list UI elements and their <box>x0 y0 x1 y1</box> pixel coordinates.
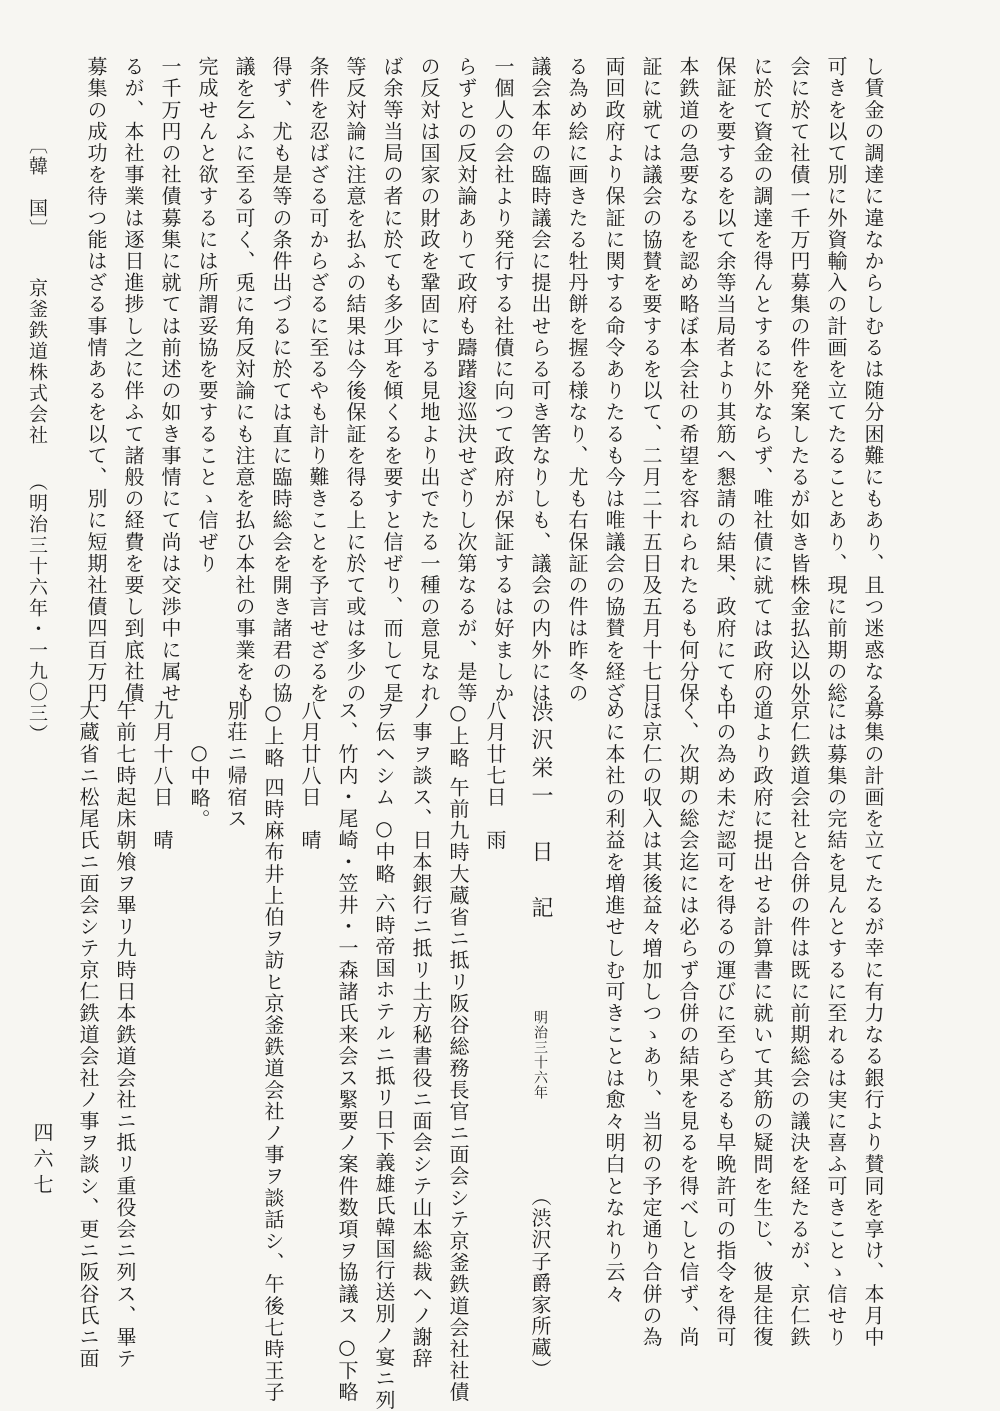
diary-source: （渋沢子爵家所蔵） <box>528 1185 552 1381</box>
upper-line: 本鉄道の急要なるを認め略ぼ本会社の希望を容れられたるも何分保 <box>676 56 700 704</box>
upper-line: 会に於て社債一千万円募集の件を発案したるが如き皆株金払込以外 <box>787 56 811 704</box>
upper-line: の反対は国家の財政を鞏固にする見地より出でたる一種の意見なれ <box>417 56 441 704</box>
diary-year: 明治三十六年 <box>532 1009 548 1100</box>
diary-entry-line: 八月廿七日 雨 <box>483 700 507 852</box>
upper-line: 議を乞ふに至る可く、兎に角反対論にも注意を払ひ本社の事業をも <box>232 56 256 704</box>
upper-line: るが、本社事業は逐日進捗し之に伴ふて諸般の経費を要し到底社債 <box>121 56 145 704</box>
upper-line: 保証を要するを以て余等当局者より其筋へ懇請の結果、政府にても <box>713 56 737 704</box>
upper-line: 等反対論に注意を払ふの結果は今後保証を得る上に於て或は多少の <box>343 56 367 704</box>
diary-entry-line: ○上略 午前九時大蔵省ニ抵リ阪谷総務長官ニ面会シテ京釜鉄道会社社債 <box>446 700 470 1404</box>
upper-line: 条件を忍ばざる可からざるに至るやも計り難きことを予言せざるを <box>306 56 330 704</box>
diary-entry-line: ノ事ヲ談ス、日本銀行ニ抵リ土方秘書役ニ面会シテ山本総裁ヘノ謝辞 <box>409 700 433 1370</box>
upper-line: 得ず、尤も是等の条件出づるに於ては直に臨時総会を開き諸君の協 <box>269 56 293 704</box>
lower-line: には募集の完結を見んとするに至れるは実に喜ふ可きことゝ信せり <box>824 700 848 1348</box>
diary-entry-line: ○上略 四時麻布井上伯ヲ訪ヒ京釜鉄道会社ノ事ヲ談話シ、午後七時王子 <box>261 700 285 1404</box>
lower-line: 道より政府に提出せる計算書に就いて其筋の疑問を生じ、彼是往復 <box>750 700 774 1348</box>
diary-entry-line: ヲ伝ヘシム ○中略 六時帝国ホテルニ抵リ日下義雄氏韓国行送別ノ宴ニ列 <box>372 700 396 1411</box>
lower-line: 中の為め未だ認可を得るの運びに至らざるも早晩許可の指令を得可 <box>713 700 737 1348</box>
margin-era: （明治三十六年・一九〇三） <box>26 472 48 746</box>
upper-line: 可きを以て別に外資輸入の計画を立てたることあり、現に前期の総 <box>824 56 848 704</box>
upper-line: 一千万円の社債募集に就ては前述の如き事情にて尚は交渉中に属せ <box>158 56 182 704</box>
margin-category: 〔韓 国〕 <box>26 135 48 240</box>
lower-line: く、次期の総会迄には必らず合併の結果を見るを得べしと信ず、尚 <box>676 700 700 1348</box>
upper-line: 一個人の会社より発行する社債に向つて政府が保証するは好ましか <box>491 56 515 704</box>
lower-line: 京仁鉄道会社と合併の件は既に前期総会の議決を経たるが、京仁鉄 <box>787 700 811 1348</box>
diary-entry-line: 八月廿八日 晴 <box>298 700 322 852</box>
lower-line: 募集の計画を立てたるが幸に有力なる銀行より賛同を享け、本月中 <box>861 700 885 1348</box>
upper-line: 募集の成功を待つ能はざる事情あるを以て、別に短期社債四百万円 <box>84 56 108 704</box>
upper-line: ば余等当局の者に於ても多少耳を傾くるを要すと信ぜり、而して是 <box>380 56 404 704</box>
diary-heading <box>527 700 553 1380</box>
margin-company: 京釜鉄道株式会社 <box>26 278 48 447</box>
upper-line: 証に就ては議会の協賛を要するを以て、二月二十五日及五月十七日 <box>639 56 663 704</box>
diary-entry-line: ス、竹内・尾崎・笠井・一森諸氏来会ス緊要ノ案件数項ヲ協議ス ○下略 <box>335 700 359 1404</box>
diary-entry-line: 大蔵省ニ松尾氏ニ面会シテ京仁鉄道会社ノ事ヲ談シ、更ニ阪谷氏ニ面 <box>76 700 100 1370</box>
upper-line: 両回政府より保証に関する命令ありたるも今は唯議会の協賛を経ざ <box>602 56 626 704</box>
page-margin-header <box>24 135 51 745</box>
upper-line: る為め絵に画きたる牡丹餅を握る様なり、尤も右保証の件は昨冬の <box>565 56 589 704</box>
page-number: 四六七 <box>30 1122 54 1200</box>
upper-line: らずとの反対論ありて政府も躊躇逡巡決せざりし次第なるが、是等 <box>454 56 478 704</box>
lower-line: ほ京仁の収入は其後益々増加しつゝあり、当初の予定通り合併の為 <box>639 700 663 1348</box>
upper-line: に於て資金の調達を得んとするに外ならず、唯社債に就ては政府の <box>750 56 774 704</box>
diary-entry-line: ○中略。 <box>187 740 211 831</box>
upper-line: 完成せんと欲するには所謂妥協を要することゝ信ぜり <box>195 56 219 575</box>
lower-line: めに本社の利益を増進せしむ可きことは愈々明白となれり云々 <box>602 700 626 1305</box>
diary-entry-line: 九月十八日 晴 <box>150 700 174 852</box>
upper-line: 議会本年の臨時議会に提出せらる可き筈なりしも、議会の内外には <box>528 56 552 704</box>
diary-title: 渋沢栄一 日 記 <box>528 700 553 924</box>
diary-entry-line: 午前七時起床朝飧ヲ畢リ九時日本鉄道会社ニ抵リ重役会ニ列ス、畢テ <box>113 700 137 1370</box>
upper-line: し賃金の調達に違なからしむるは随分困難にもあり、且つ迷惑なる <box>861 56 885 704</box>
diary-entry-line: 別荘ニ帰宿ス <box>224 700 248 830</box>
